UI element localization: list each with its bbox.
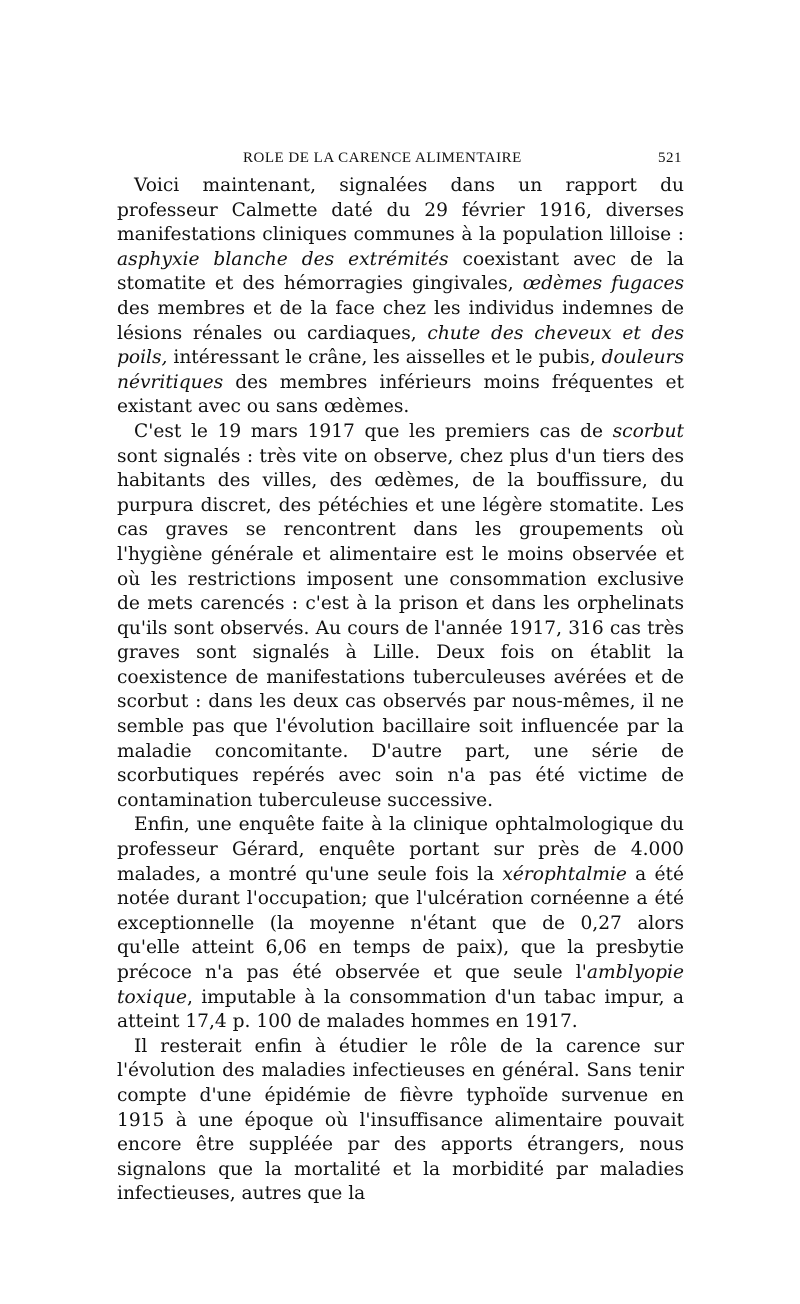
text-run: C'est le 19 mars 1917 que les premiers cas de: [134, 420, 613, 442]
text-run: Enfin, une enquête faite à la clinique ophtalmologique du professeur Gérard, enquête portant sur près de 4.000 malades, a montré qu'une seule fois la: [117, 814, 684, 885]
paragraph-3: [117, 813, 684, 1034]
text-run: Il resterait enfin à étudier le rôle de la carence sur l'évolution des maladies infectieuses en général. Sans tenir compte d'une épidémie de fièvre typhoïde survenue en 1915 à une époque où l'insuffisance alimentaire pouvait encore être suppléée par des apports étrangers, nous signalons que la mortalité et la morbidité par maladies infectieuses, autres que la: [117, 1035, 684, 1205]
text-run: a été notée durant l'occupation; que l'ulcération cornéenne a été exceptionnelle (la moyenne n'étant que de 0,27 alors qu'elle atteint 6,06 en temps de paix), que la presbytie précoce n'a pas été observée et que seule l': [117, 863, 684, 983]
book-page: [117, 144, 684, 1207]
italic-term: douleurs névritiques: [117, 347, 684, 393]
text-run: coexistant avec de la stomatite et des hémorragies gingivales,: [117, 248, 684, 295]
italic-term: xérophtalmie: [502, 863, 627, 885]
running-title: ROLE DE LA CARENCE ALIMENTAIRE: [243, 150, 522, 166]
text-run: des membres et de la face chez les individus indemnes de lésions rénales ou cardiaques,: [117, 297, 684, 344]
text-run: , imputable à la consommation d'un tabac impur, a atteint 17,4 p. 100 de malades hommes en 1917.: [117, 986, 684, 1033]
text-run: intéressant le crâne, les aisselles et le pubis,: [167, 347, 602, 369]
italic-term: chute des cheveux et des poils,: [117, 322, 684, 369]
paragraph-2: [117, 420, 684, 814]
body-text: [117, 174, 684, 1207]
paragraph-1: [117, 174, 684, 420]
page-number: 521: [658, 150, 682, 166]
running-head: [117, 144, 684, 174]
italic-term: scorbut: [612, 420, 684, 442]
text-run: sont signalés : très vite on observe, chez plus d'un tiers des habitants des villes, des œdèmes, de la bouffissure, du purpura discret, des pétéchies et une légère stomatite. Les cas graves se rencontrent dans les groupements où l'hygiène générale et alimentaire est le moins observée et où les restrictions imposent une consommation exclusive de mets carencés : c'est à la prison et dans les orphelinats qu'ils sont observés. Au cours de l'année 1917, 316 cas très graves sont signalés à Lille. Deux fois on établit la coexistence de manifestations tuberculeuses avérées et de scorbut : dans les deux cas observés par nous-mêmes, il ne semble pas que l'évolution bacillaire soit influencée par la maladie concomitante. D'autre part, une série de scorbutiques repérés avec soin n'a pas été victime de contamination tuberculeuse successive.: [117, 445, 684, 811]
paragraph-4: [117, 1035, 684, 1207]
italic-term: asphyxie blanche des extrémités: [117, 248, 449, 270]
text-run: Voici maintenant, signalées dans un rapport du professeur Calmette daté du 29 février 1916, diverses manifestations cliniques communes à la population lilloise :: [117, 175, 684, 246]
italic-term: amblyopie toxique: [117, 962, 684, 1008]
italic-term: œdèmes fugaces: [522, 273, 685, 295]
text-run: des membres inférieurs moins fréquentes et existant avec ou sans œdèmes.: [117, 371, 684, 418]
